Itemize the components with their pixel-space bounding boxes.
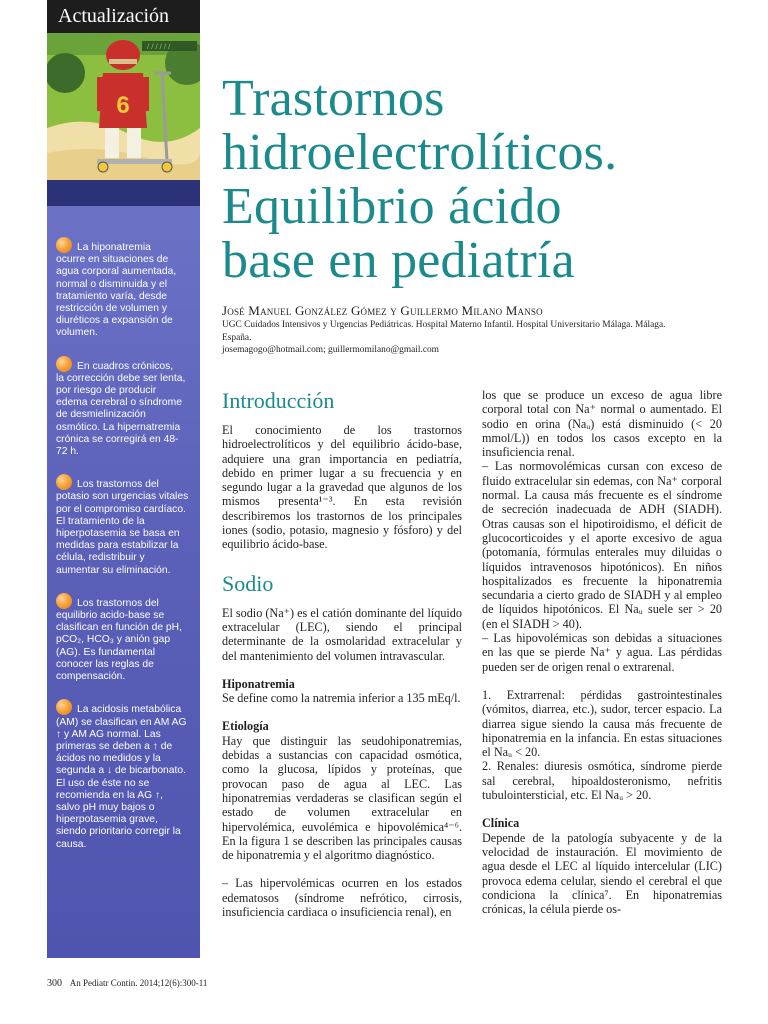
affiliation-line: UGC Cuidados Intensivos y Urgencias Pediátricas. Hospital Materno Infantil. Hospital Universitario Málaga. Málaga. <box>222 320 666 330</box>
key-point-text: potasio son urgencias vitales por el compromiso cardíaco. El tratamiento de la hiperpotasemia se basa en medidas para estabilizar la célula, redistribuir y aumentar su eliminación. <box>56 491 189 576</box>
paragraph: los que se produce un exceso de agua libre corporal total con Na⁺ normal o aumentado. El sodio en orina (Naᵤ) está disminuido (< 20 mmol/L)) en todos los casos excepto en la insuficiencia renal. <box>482 388 722 460</box>
section-tag: Actualización <box>47 0 200 33</box>
key-point-lead: La acidosis metabólica <box>77 704 182 716</box>
key-points-sidebar <box>47 206 200 958</box>
body-column-left <box>222 388 462 919</box>
key-point-text: la corrección debe ser lenta, por riesgo de producir edema cerebral o síndrome de desmielinización osmótico. La hipernatremia crónica se corregirá en 48-72 h. <box>56 372 186 458</box>
sidebar-header-band <box>47 180 200 206</box>
body-column-right <box>482 388 722 916</box>
bullet-dot-icon <box>56 699 72 715</box>
paragraph: – Las hipovolémicas son debidas a situaciones en las que se pierde Na⁺ y agua. Las pérdidas pueden ser de origen renal o extrarenal. <box>482 631 722 674</box>
bullet-dot-icon <box>56 356 72 372</box>
subheading-hiponatremia: Hiponatremia <box>222 676 295 691</box>
key-point-text: ocurre en situaciones de agua corporal aumentada, normal o disminuida y el tratamiento varía, desde restricción de volumen y diuréticos a expansión de volumen. <box>56 254 177 339</box>
article-title <box>222 72 742 288</box>
key-point <box>56 356 189 459</box>
author-emails[interactable]: josemagogo@hotmail.com; guillermomilano@gmail.com <box>222 345 439 355</box>
title-line: base en pediatría <box>222 232 575 289</box>
key-point <box>56 699 189 850</box>
paragraph: – Las normovolémicas cursan con exceso de fluido extracelular sin edemas, con Na⁺ corporal normal. La causa más frecuente es el síndrome de secreción inadecuada de ADH (SIADH). Otras causas son el hipotiroidismo, el déficit de glucocorticoides y el aporte excesivo de agua (potomanía, fórmulas enterales muy diluidas o líquidos intravenosos hipotónicos). En niños hospitalizados es frecuente la hiponatremia secundaria a cierto grado de SIADH y al empleo de líquidos hipotónicos. El Naᵤ suele ser > 20 (en el SIADH > 40). <box>482 459 722 631</box>
affiliation-line: España. <box>222 333 252 343</box>
key-point-lead: Los trastornos del <box>77 597 159 609</box>
section-heading-introduccion: Introducción <box>222 388 335 413</box>
bullet-dot-icon <box>56 237 72 253</box>
key-point <box>56 237 189 340</box>
affiliation <box>222 319 732 345</box>
page-footer <box>47 978 207 989</box>
title-line: hidroelectrolíticos. <box>222 124 618 181</box>
paragraph: Se define como la natremia inferior a 135 mEq/l. <box>222 691 461 706</box>
key-point <box>56 474 189 577</box>
paragraph: El conocimiento de los trastornos hidroelectrolíticos y del equilibrio ácido-base, adquiere una gran importancia en pediatría, debido en primer lugar a su frecuencia y en segundo lugar a la gravedad que algunos de los mismos presenta¹⁻³. En esta revisión describiremos los trastornos de los principales iones (sodio, potasio, magnesio y fósforo) y del equilibrio ácido-base. <box>222 423 462 552</box>
title-line: Equilibrio ácido <box>222 178 562 235</box>
bullet-dot-icon <box>56 474 72 490</box>
key-point-text: (AM) se clasifican en AM AG ↑ y AM AG normal. Las primeras se deben a ↑ de ácidos no medidos y la segunda a ↓ de bicarbonato. El uso de éste no se recomienda en la AG ↑, salvo pH muy bajos o hiperpotasemia grave, siendo prioritario corregir la causa. <box>56 716 187 850</box>
cover-illustration <box>47 33 200 180</box>
bullet-dot-icon <box>56 593 72 609</box>
subheading-clinica: Clínica <box>482 816 520 831</box>
page-number: 300 <box>47 978 62 989</box>
journal-citation: An Pediatr Contin. 2014;12(6):300-11 <box>69 978 208 988</box>
svg-text:/ / / / / /: / / / / / / <box>147 42 171 51</box>
paragraph: El sodio (Na⁺) es el catión dominante del líquido extracelular (LEC), siendo el principal determinante de la osmolaridad extracelular y del mantenimiento del volumen intravascular. <box>222 605 462 663</box>
section-heading-sodio: Sodio <box>222 570 274 596</box>
key-point-text: equilibrio acido-base se clasifican en función de pH, pCO₂, HCO₃ y anión gap (AG). Es fundamental conocer las reglas de compensación. <box>56 610 182 683</box>
subheading-etiologia: Etiología <box>222 719 269 734</box>
key-point-lead: La hiponatremia <box>77 242 151 253</box>
authors: José Manuel González Gómez y Guillermo Milano Manso <box>222 303 543 318</box>
paragraph: Hay que distinguir las seudohiponatremias, debidas a sustancias con capacidad osmótica, como la glucosa, lípidos y proteínas, que provocan paso de agua al LEC. Las hiponatremias verdaderas se clasifican según el estado de volumen extracelular en hipervolémica, euvolémica e hipovolémica⁴⁻⁶. En la figura 1 se describen las principales causas de hiponatremia y el algoritmo diagnóstico. <box>222 733 462 863</box>
jersey-number: 6 <box>116 92 130 119</box>
paragraph: 1. Extrarrenal: pérdidas gastrointestinales (vómitos, diarrea, etc.), sudor, tercer espacio. La diarrea sigue siendo la causa más frecuente de hiponatremia en la infancia. En estas situaciones el Naᵤ < 20. <box>482 687 722 760</box>
key-point-lead: En cuadros crónicos, <box>77 360 174 372</box>
cover-illustration-art <box>47 33 200 180</box>
paragraph: – Las hipervolémicas ocurren en los estados edematosos (síndrome nefrótico, cirrosis, insuficiencia cardiaca o insuficiencia renal), en <box>222 876 462 920</box>
key-point <box>56 593 189 683</box>
paragraph: 2. Renales: diuresis osmótica, síndrome pierde sal cerebral, hipoaldosteronismo, nefritis tubulointersticial, etc. El Naᵤ > 20. <box>482 759 722 803</box>
key-point-lead: Los trastornos del <box>77 479 159 491</box>
paragraph: Depende de la patología subyacente y de la velocidad de instauración. El movimiento de agua desde el LEC al líquido intercelular (LIC) provoca edema celular, siendo el cerebral el que condiciona la clínica⁷. En hiponatremias crónicas, la célula pierde os- <box>482 830 722 917</box>
title-line: Trastornos <box>222 70 445 127</box>
